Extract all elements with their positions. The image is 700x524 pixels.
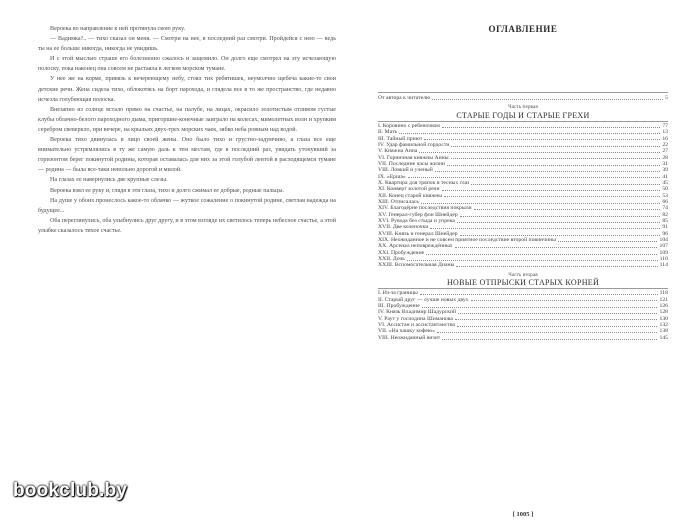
toc-entry-page: 91 bbox=[662, 224, 668, 231]
left-page bbox=[38, 24, 336, 464]
toc-entry-page: 130 bbox=[659, 315, 668, 322]
toc-entry-page: 114 bbox=[659, 262, 668, 269]
toc-entry-page: 96 bbox=[662, 230, 668, 237]
watermark-logo: bookclub.by bbox=[13, 480, 128, 501]
toc-entry-page: 82 bbox=[662, 211, 668, 218]
leader-dots bbox=[455, 247, 658, 248]
toc-entry-page: 74 bbox=[662, 205, 668, 212]
leader-dots bbox=[424, 139, 660, 140]
toc-entry-label: XI. Конверт золотой речи bbox=[378, 186, 440, 193]
toc-entry-label: III. Пробуждение bbox=[378, 302, 420, 309]
toc-entry-label: I. Коровино с ребеночком bbox=[378, 122, 440, 129]
toc-entry-page: 104 bbox=[659, 237, 668, 244]
toc-entry-page: 138 bbox=[659, 328, 668, 335]
toc-entry-page: 126 bbox=[659, 302, 668, 309]
toc-entry-page: 28 bbox=[662, 154, 668, 161]
toc-entry-page: 53 bbox=[662, 192, 668, 199]
leader-dots bbox=[457, 326, 657, 327]
leader-dots bbox=[432, 99, 663, 100]
part-label: Часть первая bbox=[508, 104, 538, 111]
toc-entry-page: 41 bbox=[662, 173, 668, 180]
leader-dots bbox=[420, 294, 658, 295]
toc-entry-label: IV. Князь Владимир Шадурский bbox=[378, 309, 457, 316]
leader-dots bbox=[458, 313, 657, 314]
toc-entry-page: 110 bbox=[659, 256, 668, 263]
toc-entry-label: XVIII. Князь и генерал Шнейдер bbox=[378, 230, 458, 237]
toc-entry-label: VII. Последние часы жизни bbox=[378, 160, 446, 167]
toc-entry-page: 5 bbox=[665, 95, 668, 101]
part-title: НОВЫЕ ОТПРЫСКИ СТАРЫХ КОРНЕЙ bbox=[446, 278, 600, 288]
toc-entry-label: IX. «Ерша» bbox=[378, 173, 406, 180]
toc-entry-label: III. Тайный приют bbox=[378, 135, 423, 142]
toc-intro-row[interactable] bbox=[378, 95, 668, 101]
paragraph: — Вадимка?.. — тихо сказал он меня. — Смотри на нее, в последний раз смотри. Пройдейся с нею — ведь ты на ее больше никогда, никогда не увидишь. bbox=[38, 36, 336, 53]
toc-entry-label: XXII. Дочь bbox=[378, 256, 405, 263]
toc-entry-label: XVI. Рувода без стыда и упрека bbox=[378, 218, 455, 224]
toc-entry-label: IV. Удар фамильной гордости bbox=[378, 141, 450, 148]
leader-dots bbox=[442, 339, 657, 340]
leader-dots bbox=[451, 146, 660, 147]
paragraph: У нее же на корме, привязь к вечереющему небу, стоял тих ребятишек, неумолчно щебеча какие-то свои детские речи. Жена сидела тихо, облокотясь на борт парохода, и глядела все в то же пространство, где недавно исчезла голубеющая полоска. bbox=[38, 76, 336, 103]
leader-dots bbox=[444, 196, 660, 197]
leader-dots bbox=[455, 319, 658, 320]
toc-entry-page: 45 bbox=[662, 179, 668, 186]
leader-dots bbox=[471, 300, 658, 301]
leader-dots bbox=[460, 235, 661, 236]
toc-entry-label: V. Раут у господина Шиманова bbox=[378, 315, 453, 322]
part-label: Часть вторая bbox=[508, 271, 538, 278]
toc-entry-label: XVII. Две коленочки bbox=[378, 224, 429, 231]
toc-rule bbox=[378, 92, 668, 93]
toc-list-part-1 bbox=[378, 123, 668, 269]
toc-entry-label: XIV. Благодёрне последствия покрыли bbox=[378, 205, 472, 212]
leader-dots bbox=[421, 203, 660, 204]
page-number: [ 1005 ] bbox=[512, 511, 534, 518]
toc-entry-page: 22 bbox=[662, 141, 668, 148]
paragraph: Вероека во направление к ней протянула свою руку. bbox=[50, 26, 186, 32]
toc-entry-label: XXI. Пробуждение bbox=[378, 249, 425, 256]
paragraph: Внезапно из солнце встало прямо на счастье, на палубе, на лицах, окрасило золотистым отливом густые клубы облачно-белого пароходного дыма, пригоршне-конечные заиграло на колесах, мимолетных волн и хрупким серебром свеверкло, при вечере, на крыльях двух-трех морских чаек, зябко неба ровным над водой. bbox=[38, 106, 336, 133]
leader-dots bbox=[426, 254, 657, 255]
toc-entry-row[interactable] bbox=[378, 335, 668, 341]
paragraph: И с этой мыслью страше его болезненно сжалось и защемило. Он долго еще смотрел на эту исчезающую полоску, пока наконец она совсем не растаяла в легком морском тумане. bbox=[38, 56, 336, 73]
toc-list-part-2 bbox=[378, 290, 668, 341]
leader-dots bbox=[457, 222, 661, 223]
paragraph: На душе у обоих пронеслось какое-то облачко — жуткое сожаление о покинутой родине, светлая надежда на будущее... bbox=[38, 197, 336, 214]
leader-dots bbox=[419, 152, 660, 153]
toc-entry-label: VI. Горничная княжны Анны bbox=[378, 154, 449, 161]
toc-entry-page: 77 bbox=[662, 122, 668, 129]
paragraph: Оба переглянулись, оба улыбнулись друг другу, и в этом взгляде их светилось теперь небесное счастье, а этой улыбке сказалось тихое счастье. bbox=[38, 217, 336, 234]
leader-dots bbox=[456, 266, 657, 267]
toc-entry-page: 107 bbox=[659, 243, 668, 250]
toc-entry-page: 109 bbox=[659, 249, 668, 256]
toc-entry-label: I. Из-за границы bbox=[378, 290, 418, 297]
part-rule bbox=[378, 121, 668, 122]
toc-title: ОГЛАВЛЕНИЕ bbox=[488, 24, 558, 34]
toc-entry-label: II. Мать bbox=[378, 129, 398, 136]
toc-entry-page: 27 bbox=[662, 148, 668, 155]
toc-entry-label: X. Квартира для тряпок в тесных глаз bbox=[378, 179, 470, 186]
toc-entry-page: 39 bbox=[662, 167, 668, 174]
toc-entry-label: II. Старый друг — лучше новых двух bbox=[378, 296, 469, 303]
leader-dots bbox=[435, 171, 661, 172]
toc-entry-page: 132 bbox=[659, 321, 668, 328]
toc-entry-page: 145 bbox=[659, 334, 668, 341]
paragraph: На глазах ее навернулись две крупные слезы. bbox=[50, 177, 168, 184]
toc-entry-page: 66 bbox=[662, 198, 668, 205]
toc-entry-label: XIII. Отписалась bbox=[378, 198, 419, 205]
toc-entry-page: 13 bbox=[662, 129, 668, 136]
right-page-toc bbox=[378, 24, 668, 518]
leader-dots bbox=[437, 332, 658, 333]
part-title: СТАРЫЕ ГОДЫ И СТАРЫЕ ГРЕХИ bbox=[456, 110, 590, 120]
toc-entry-label: VII. «На чашку кофею» bbox=[378, 328, 435, 335]
leader-dots bbox=[422, 307, 658, 308]
paragraph: Вероека взял ее руку и, глядя в эти глаза, тихо и долго сжимал ее добрые, родные пальцы. bbox=[50, 187, 284, 194]
leader-dots bbox=[558, 241, 657, 242]
toc-entry-label: XII. Конец старой княжны bbox=[378, 192, 443, 199]
toc-entry-page: 85 bbox=[662, 218, 668, 224]
paragraph: Вероека тихо двинулась в лицо своей жены. Оно было тихо и грустно-задумчиво, а глаза все еще внимательно устремлялись в ту же самую даль к тем местам, где в последний раз, увидать утонувший за горизонтом берег покинутой родины, которая оставалась для них за этой голубой лентой в расходящемся тумане — родина — была все-таки невольно дорогой и милой. bbox=[38, 137, 336, 174]
toc-entry-page: 16 bbox=[662, 135, 668, 142]
toc-entry-row[interactable] bbox=[378, 262, 668, 268]
part-rule bbox=[378, 288, 668, 289]
toc-entry-label: XIX. Неожиданное и не совсем приятное последствие второй повинчины bbox=[378, 237, 556, 244]
leader-dots bbox=[471, 184, 660, 185]
toc-entry-label: V. Княжна Анна bbox=[378, 148, 418, 155]
toc-entry-page: 118 bbox=[659, 290, 668, 297]
leader-dots bbox=[430, 228, 660, 229]
toc-entry-page: 50 bbox=[662, 186, 668, 193]
leader-dots bbox=[442, 190, 661, 191]
toc-entry-label: От автора к читателю bbox=[378, 95, 431, 101]
toc-entry-label: XX. Арсенал неповреждённых bbox=[378, 243, 453, 250]
toc-entry-page: 128 bbox=[659, 309, 668, 316]
toc-entry-page: 31 bbox=[662, 160, 668, 167]
leader-dots bbox=[408, 177, 661, 178]
part-heading bbox=[378, 104, 668, 120]
toc-entry-label: VIII. Неожиданный визит bbox=[378, 334, 441, 341]
toc-entry-label: VIII. Ловкий и ученый bbox=[378, 167, 433, 174]
leader-dots bbox=[407, 260, 658, 261]
toc-entry-label: XV. Генерал-губер фон Шнейдер bbox=[378, 211, 458, 218]
toc-entry-label: XXIII. Вспомогательная Дианы bbox=[378, 262, 455, 269]
leader-dots bbox=[442, 127, 660, 128]
part-heading bbox=[378, 272, 668, 288]
leader-dots bbox=[451, 158, 661, 159]
leader-dots bbox=[460, 216, 661, 217]
leader-dots bbox=[474, 209, 661, 210]
toc-entry-label: VI. Ассистан и ассистантанство bbox=[378, 321, 456, 328]
leader-dots bbox=[399, 133, 660, 134]
toc-entry-page: 121 bbox=[659, 296, 668, 303]
leader-dots bbox=[447, 165, 660, 166]
